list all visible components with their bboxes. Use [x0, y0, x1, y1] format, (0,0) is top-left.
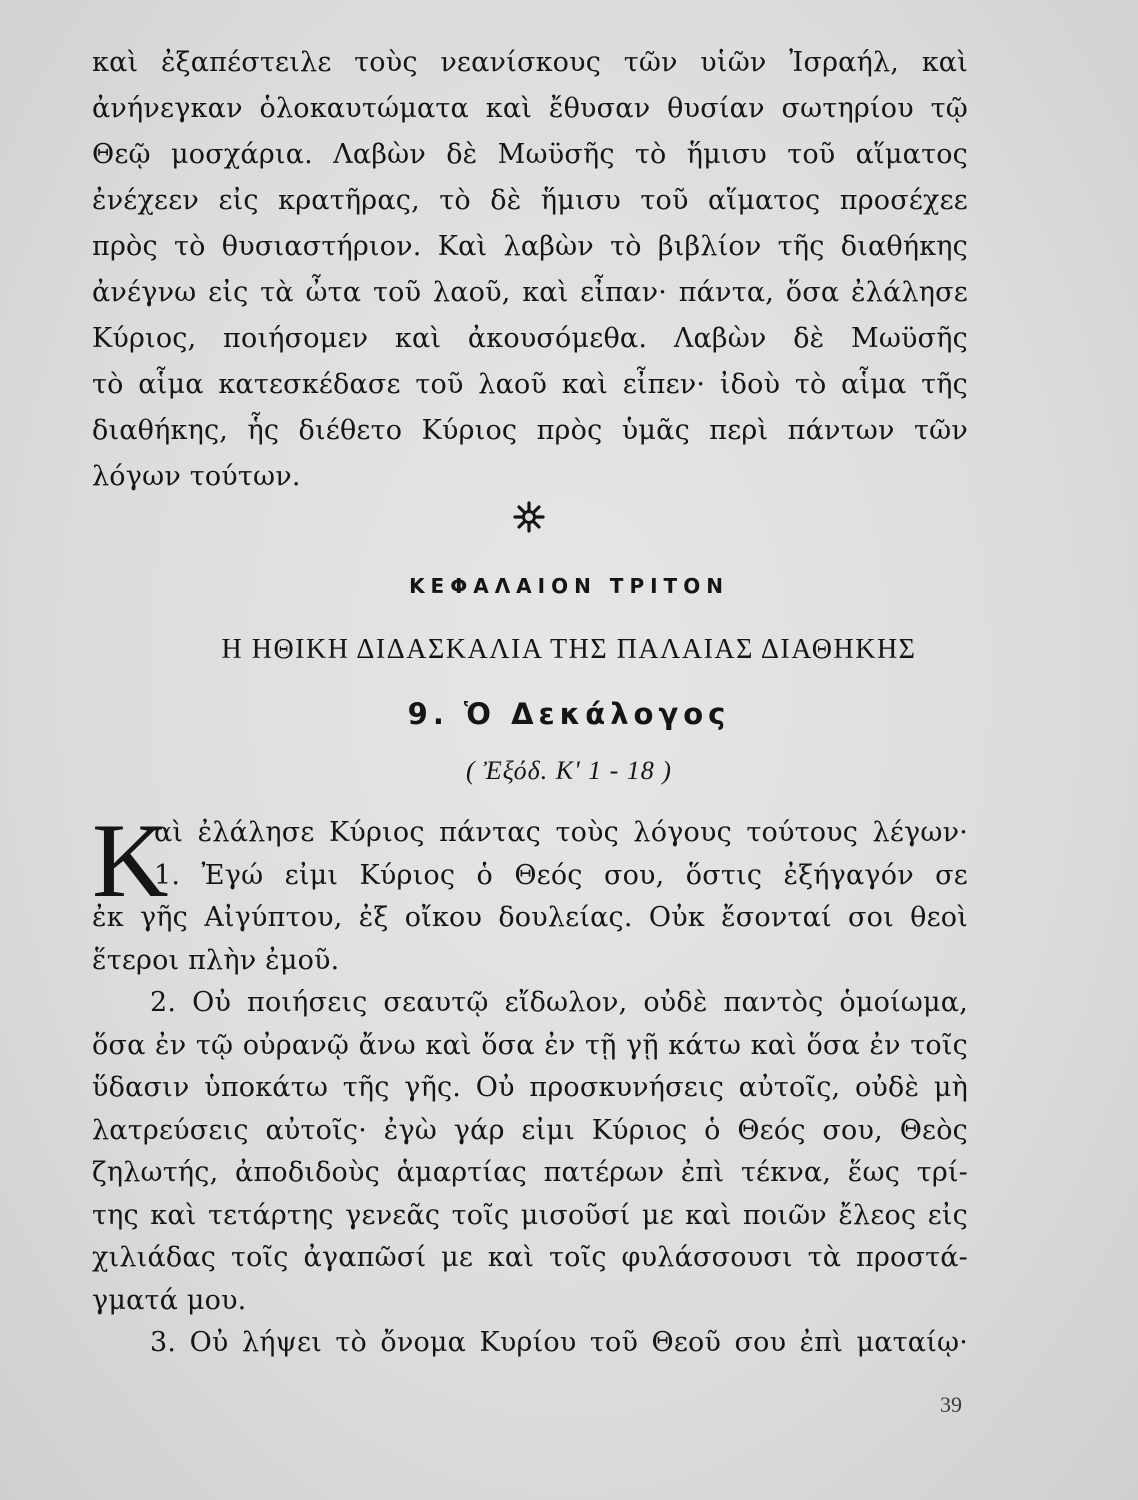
section-heading: 9. Ὁ Δεκάλογος: [407, 697, 731, 731]
text-line: ἕτεροι πλὴν ἐμοῦ.: [92, 944, 340, 976]
text-line: λόγων τούτων.: [92, 461, 301, 492]
text-line: ἀνέγνω εἰς τὰ ὦτα τοῦ λαοῦ, καὶ εἶπαν· πάντα, ὅσα ἐλάλησε: [92, 277, 968, 308]
text-line: ἐκ γῆς Αἰγύπτου, ἐξ οἴκου δουλείας. Οὐκ ἔσονταί σοι θεοὶ: [92, 902, 968, 933]
text-line: Θεῷ μοσχάρια. Λαβὼν δὲ Μωϋσῆς τὸ ἥμισυ τοῦ αἵματος: [92, 139, 968, 170]
text-line: 2. Οὐ ποιήσεις σεαυτῷ εἴδωλον, οὐδὲ παντὸς ὁμοίωμα,: [150, 987, 968, 1018]
text-line: 3. Οὐ λήψει τὸ ὄνομα Κυρίου τοῦ Θεοῦ σου ἐπὶ ματαίῳ·: [150, 1327, 968, 1358]
commandment-2-paragraph: [92, 982, 968, 1365]
text-line: γματά μου.: [92, 1284, 247, 1316]
text-line: ἀνήνεγκαν ὁλοκαυτώματα καὶ ἔθυσαν θυσίαν σωτηρίου τῷ: [92, 93, 968, 124]
text-line: αὶ ἐλάλησε Κύριος πάντας τοὺς λόγους τούτους λέγων·: [154, 817, 968, 848]
chapter-subtitle: Η ΗΘΙΚΗ ΔΙΔΑΣΚΑΛΙΑ ΤΗΣ ΠΑΛΑΙΑΣ ΔΙΑΘΗΚΗΣ: [221, 634, 917, 665]
text-line: της καὶ τετάρτης γενεᾶς τοῖς μισοῦσί με καὶ ποιῶν ἔλεος εἰς: [92, 1199, 968, 1231]
text-line: χιλιάδας τοῖς ἀγαπῶσί με καὶ τοῖς φυλάσσουσι τὰ προστά-: [92, 1242, 968, 1273]
text-line: ἐνέχεεν εἰς κρατῆρας, τὸ δὲ ἥμισυ τοῦ αἵματος προσέχεε: [92, 185, 968, 216]
text-line: Κύριος, ποιήσομεν καὶ ἀκουσόμεθα. Λαβὼν δὲ Μωϋσῆς: [92, 323, 968, 354]
text-line: τὸ αἷμα κατεσκέδασε τοῦ λαοῦ καὶ εἶπεν· ἰδοὺ τὸ αἷμα τῆς: [92, 369, 968, 400]
text-line: 1. Ἐγώ εἰμι Κύριος ὁ Θεός σου, ὅστις ἐξήγαγόν σε: [154, 859, 968, 891]
drop-cap: Κ: [92, 802, 169, 919]
text-line: ὅσα ἐν τῷ οὐρανῷ ἄνω καὶ ὅσα ἐν τῇ γῇ κάτω καὶ ὅσα ἐν τοῖς: [92, 1029, 968, 1061]
text-line: ὕδασιν ὑποκάτω τῆς γῆς. Οὐ προσκυνήσεις αὐτοῖς, οὐδὲ μὴ: [92, 1072, 968, 1103]
text-line: διαθήκης, ἧς διέθετο Κύριος πρὸς ὑμᾶς περὶ πάντων τῶν: [92, 415, 968, 446]
text-line: λατρεύσεις αὐτοῖς· ἐγὼ γάρ εἰμι Κύριος ὁ Θεός σου, Θεὸς: [92, 1114, 968, 1146]
chapter-heading: ΚΕΦΑΛΑΙΟΝ ΤΡΙΤΟΝ: [409, 574, 729, 598]
text-line: καὶ ἐξαπέστειλε τοὺς νεανίσκους τῶν υἱῶν Ἰσραήλ, καὶ: [92, 47, 968, 78]
text-line: πρὸς τὸ θυσιαστήριον. Καὶ λαβὼν τὸ βιβλίον τῆς διαθήκης: [92, 231, 968, 262]
commandment-1-paragraph: [92, 802, 968, 982]
star-ornament-icon: [512, 500, 546, 534]
top-paragraph: [92, 40, 968, 500]
page-number: 39: [940, 1392, 962, 1417]
text-line: ζηλωτής, ἀποδιδοὺς ἁμαρτίας πατέρων ἐπὶ τέκνα, ἕως τρί-: [92, 1157, 968, 1188]
section-reference: ( Ἐξόδ. Κ' 1 - 18 ): [466, 756, 672, 785]
